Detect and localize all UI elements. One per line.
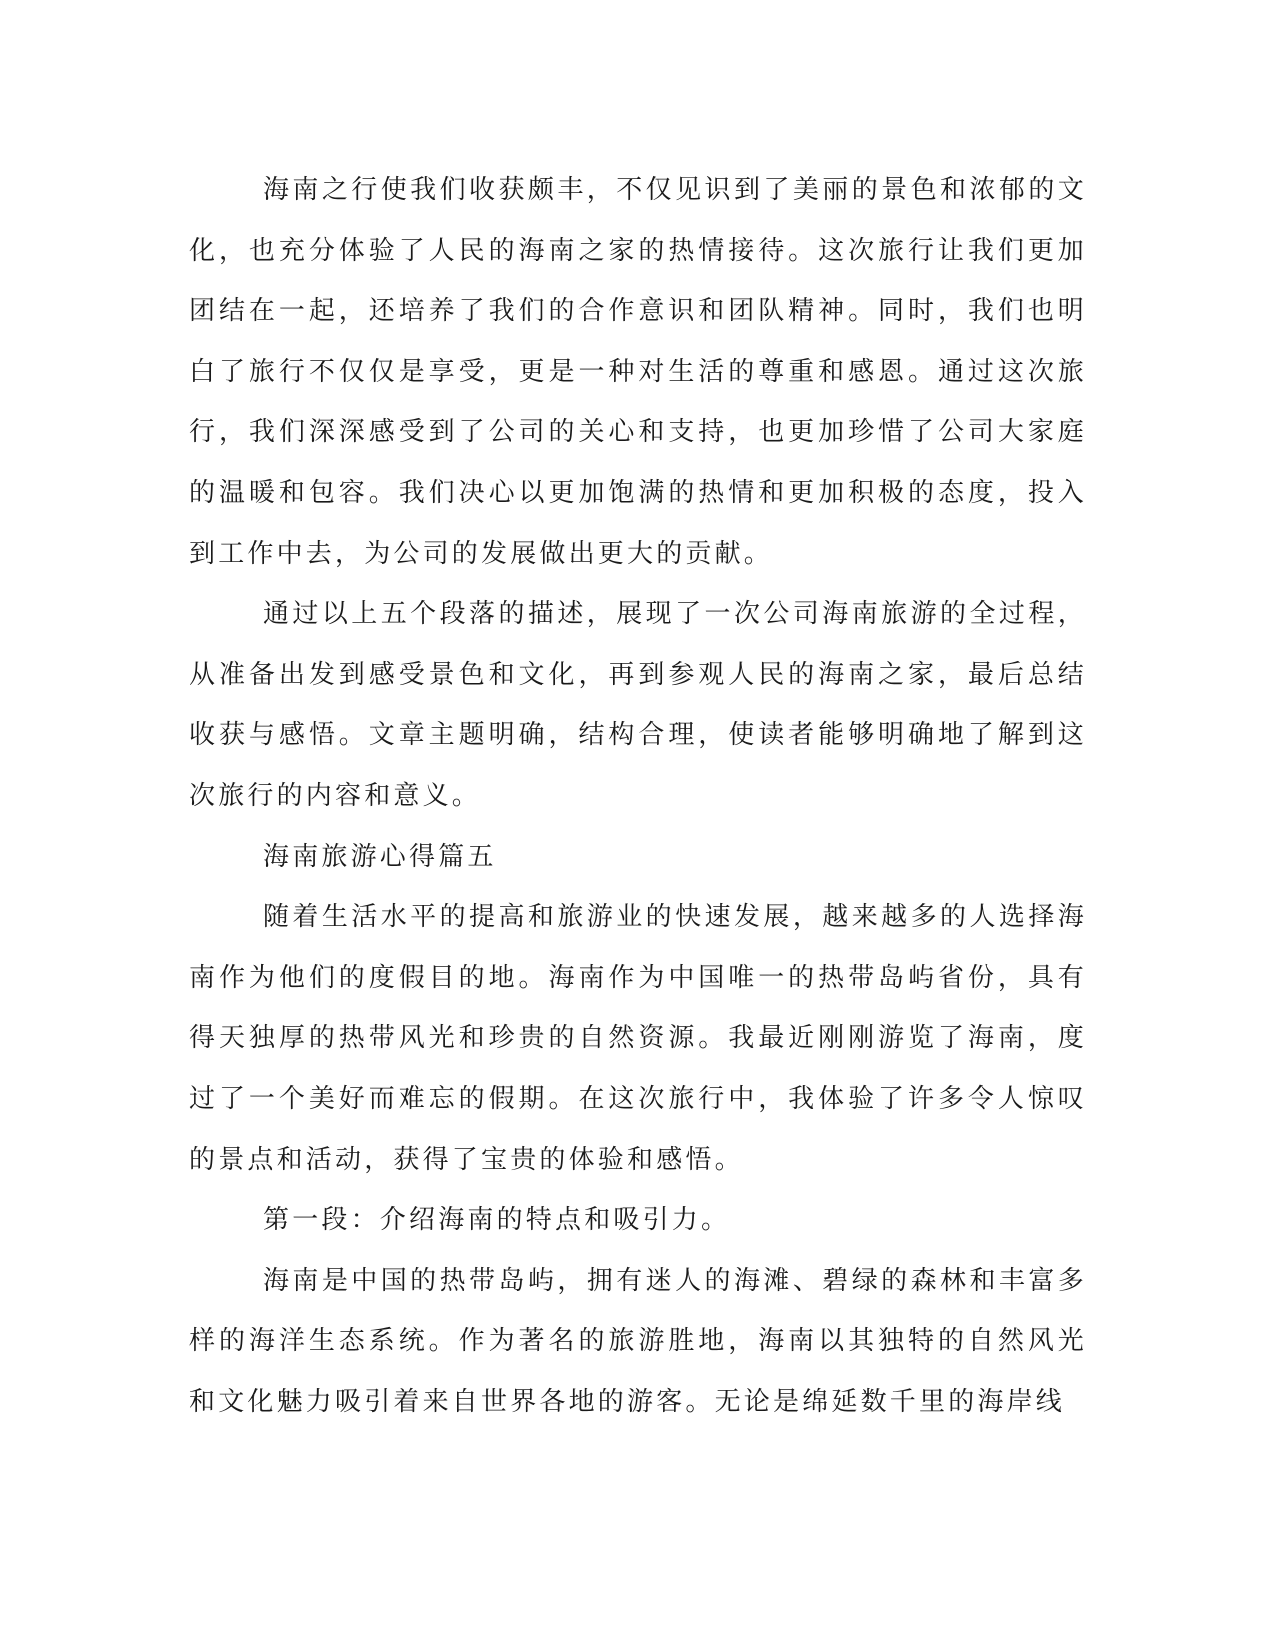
paragraph-summary: 通过以上五个段落的描述，展现了一次公司海南旅游的全过程，从准备出发到感受景色和文化，再到参观人民的海南之家，最后总结收获与感悟。文章主题明确，结构合理，使读者能够明确地了解到这次旅行的内容和意义。 — [189, 599, 1087, 811]
subsection-title: 第一段：介绍海南的特点和吸引力。 — [263, 1205, 731, 1236]
paragraph-hainan-features: 海南是中国的热带岛屿，拥有迷人的海滩、碧绿的森林和丰富多样的海洋生态系统。作为著名的旅游胜地，海南以其独特的自然风光和文化魅力吸引着来自世界各地的游客。无论是绵延数千里的海岸线 — [189, 1265, 1087, 1417]
document-body — [189, 160, 1087, 1432]
paragraph-reflection: 海南之行使我们收获颇丰，不仅见识到了美丽的景色和浓郁的文化，也充分体验了人民的海南之家的热情接待。这次旅行让我们更加团结在一起，还培养了我们的合作意识和团队精神。同时，我们也明白了旅行不仅仅是享受，更是一种对生活的尊重和感恩。通过这次旅行，我们深深感受到了公司的关心和支持，也更加珍惜了公司大家庭的温暖和包容。我们决心以更加饱满的热情和更加积极的态度，投入到工作中去，为公司的发展做出更大的贡献。 — [189, 175, 1087, 569]
section-title: 海南旅游心得篇五 — [263, 841, 497, 872]
paragraph-intro: 随着生活水平的提高和旅游业的快速发展，越来越多的人选择海南作为他们的度假目的地。海南作为中国唯一的热带岛屿省份，具有得天独厚的热带风光和珍贵的自然资源。我最近刚刚游览了海南，度过了一个美好而难忘的假期。在这次旅行中，我体验了许多令人惊叹的景点和活动，获得了宝贵的体验和感悟。 — [189, 902, 1087, 1175]
